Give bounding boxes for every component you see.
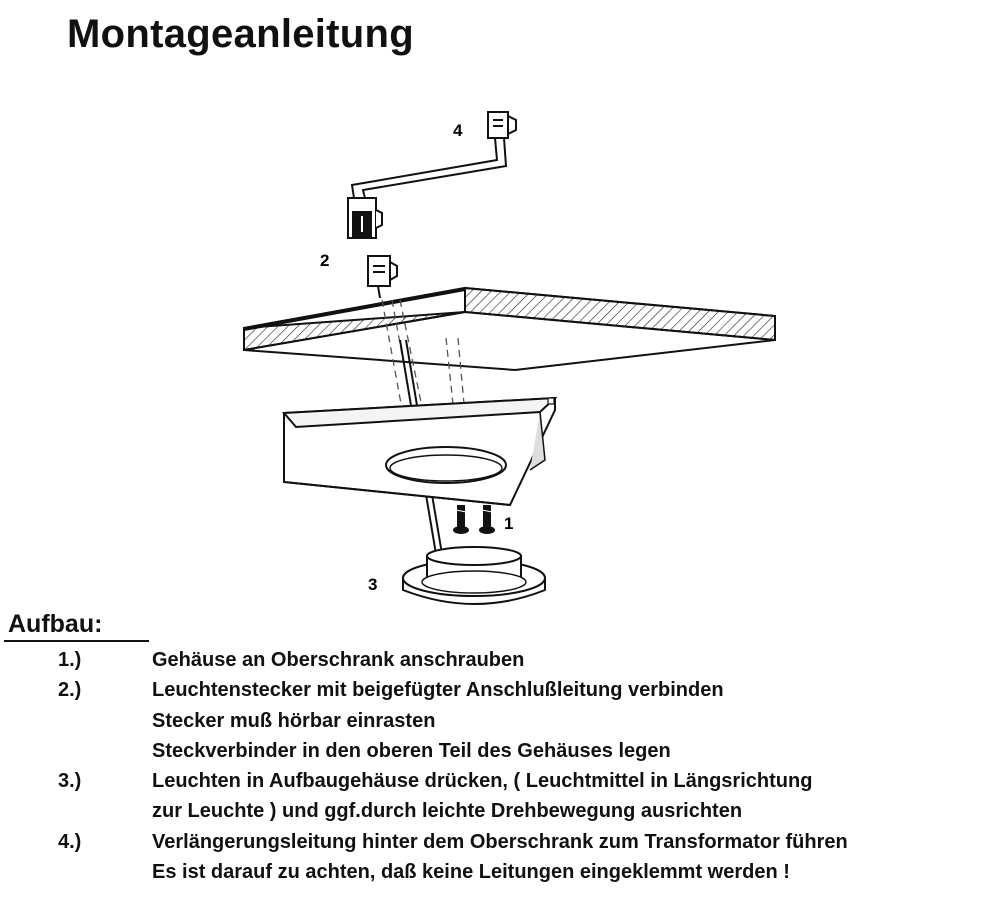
section-heading: Aufbau: [8,610,103,638]
step-2 [0,675,1000,705]
cabinet-board [244,288,775,370]
steps-list [0,645,1000,887]
housing [284,398,555,505]
step-text: Steckverbinder in den oberen Teil des Gehäuses legen [152,739,671,762]
section-underline [4,640,149,642]
step-number: 3.) [58,770,82,793]
connector-socket [348,198,382,238]
label-1: 1 [504,514,514,533]
step-4-line-2 [0,857,1000,887]
step-text: Leuchten in Aufbaugehäuse drücken, ( Leuchtmittel in Längsrichtung [152,770,813,793]
step-number: 4.) [58,830,82,853]
step-3-line-2 [0,796,1000,826]
step-text: zur Leuchte ) und ggf.durch leichte Drehbewegung ausrichten [152,800,743,823]
label-3: 3 [368,575,378,594]
step-3 [0,766,1000,796]
step-text: Verlängerungsleitung hinter dem Oberschrank zum Transformator führen [152,830,848,853]
step-2-line-2 [0,706,1000,736]
screws [454,506,494,533]
step-text: Leuchtenstecker mit beigefügter Anschlußleitung verbinden [152,679,724,702]
label-2: 2 [320,251,330,270]
step-number: 1.) [58,649,82,671]
step-text: Gehäuse an Oberschrank anschrauben [152,649,525,671]
page-title: Montageanleitung [67,12,415,56]
step-number: 2.) [58,679,82,702]
extension-cable [352,138,506,198]
step-4 [0,827,1000,857]
step-text: Stecker muß hörbar einrasten [152,709,436,732]
step-2-line-3 [0,736,1000,766]
step-text: Es ist darauf zu achten, daß keine Leitungen eingeklemmt werden ! [152,861,790,884]
lamp-ring [403,547,545,604]
label-4: 4 [453,121,463,140]
connector-2 [368,256,397,298]
connector-4 [488,112,516,138]
step-1 [0,645,1000,675]
